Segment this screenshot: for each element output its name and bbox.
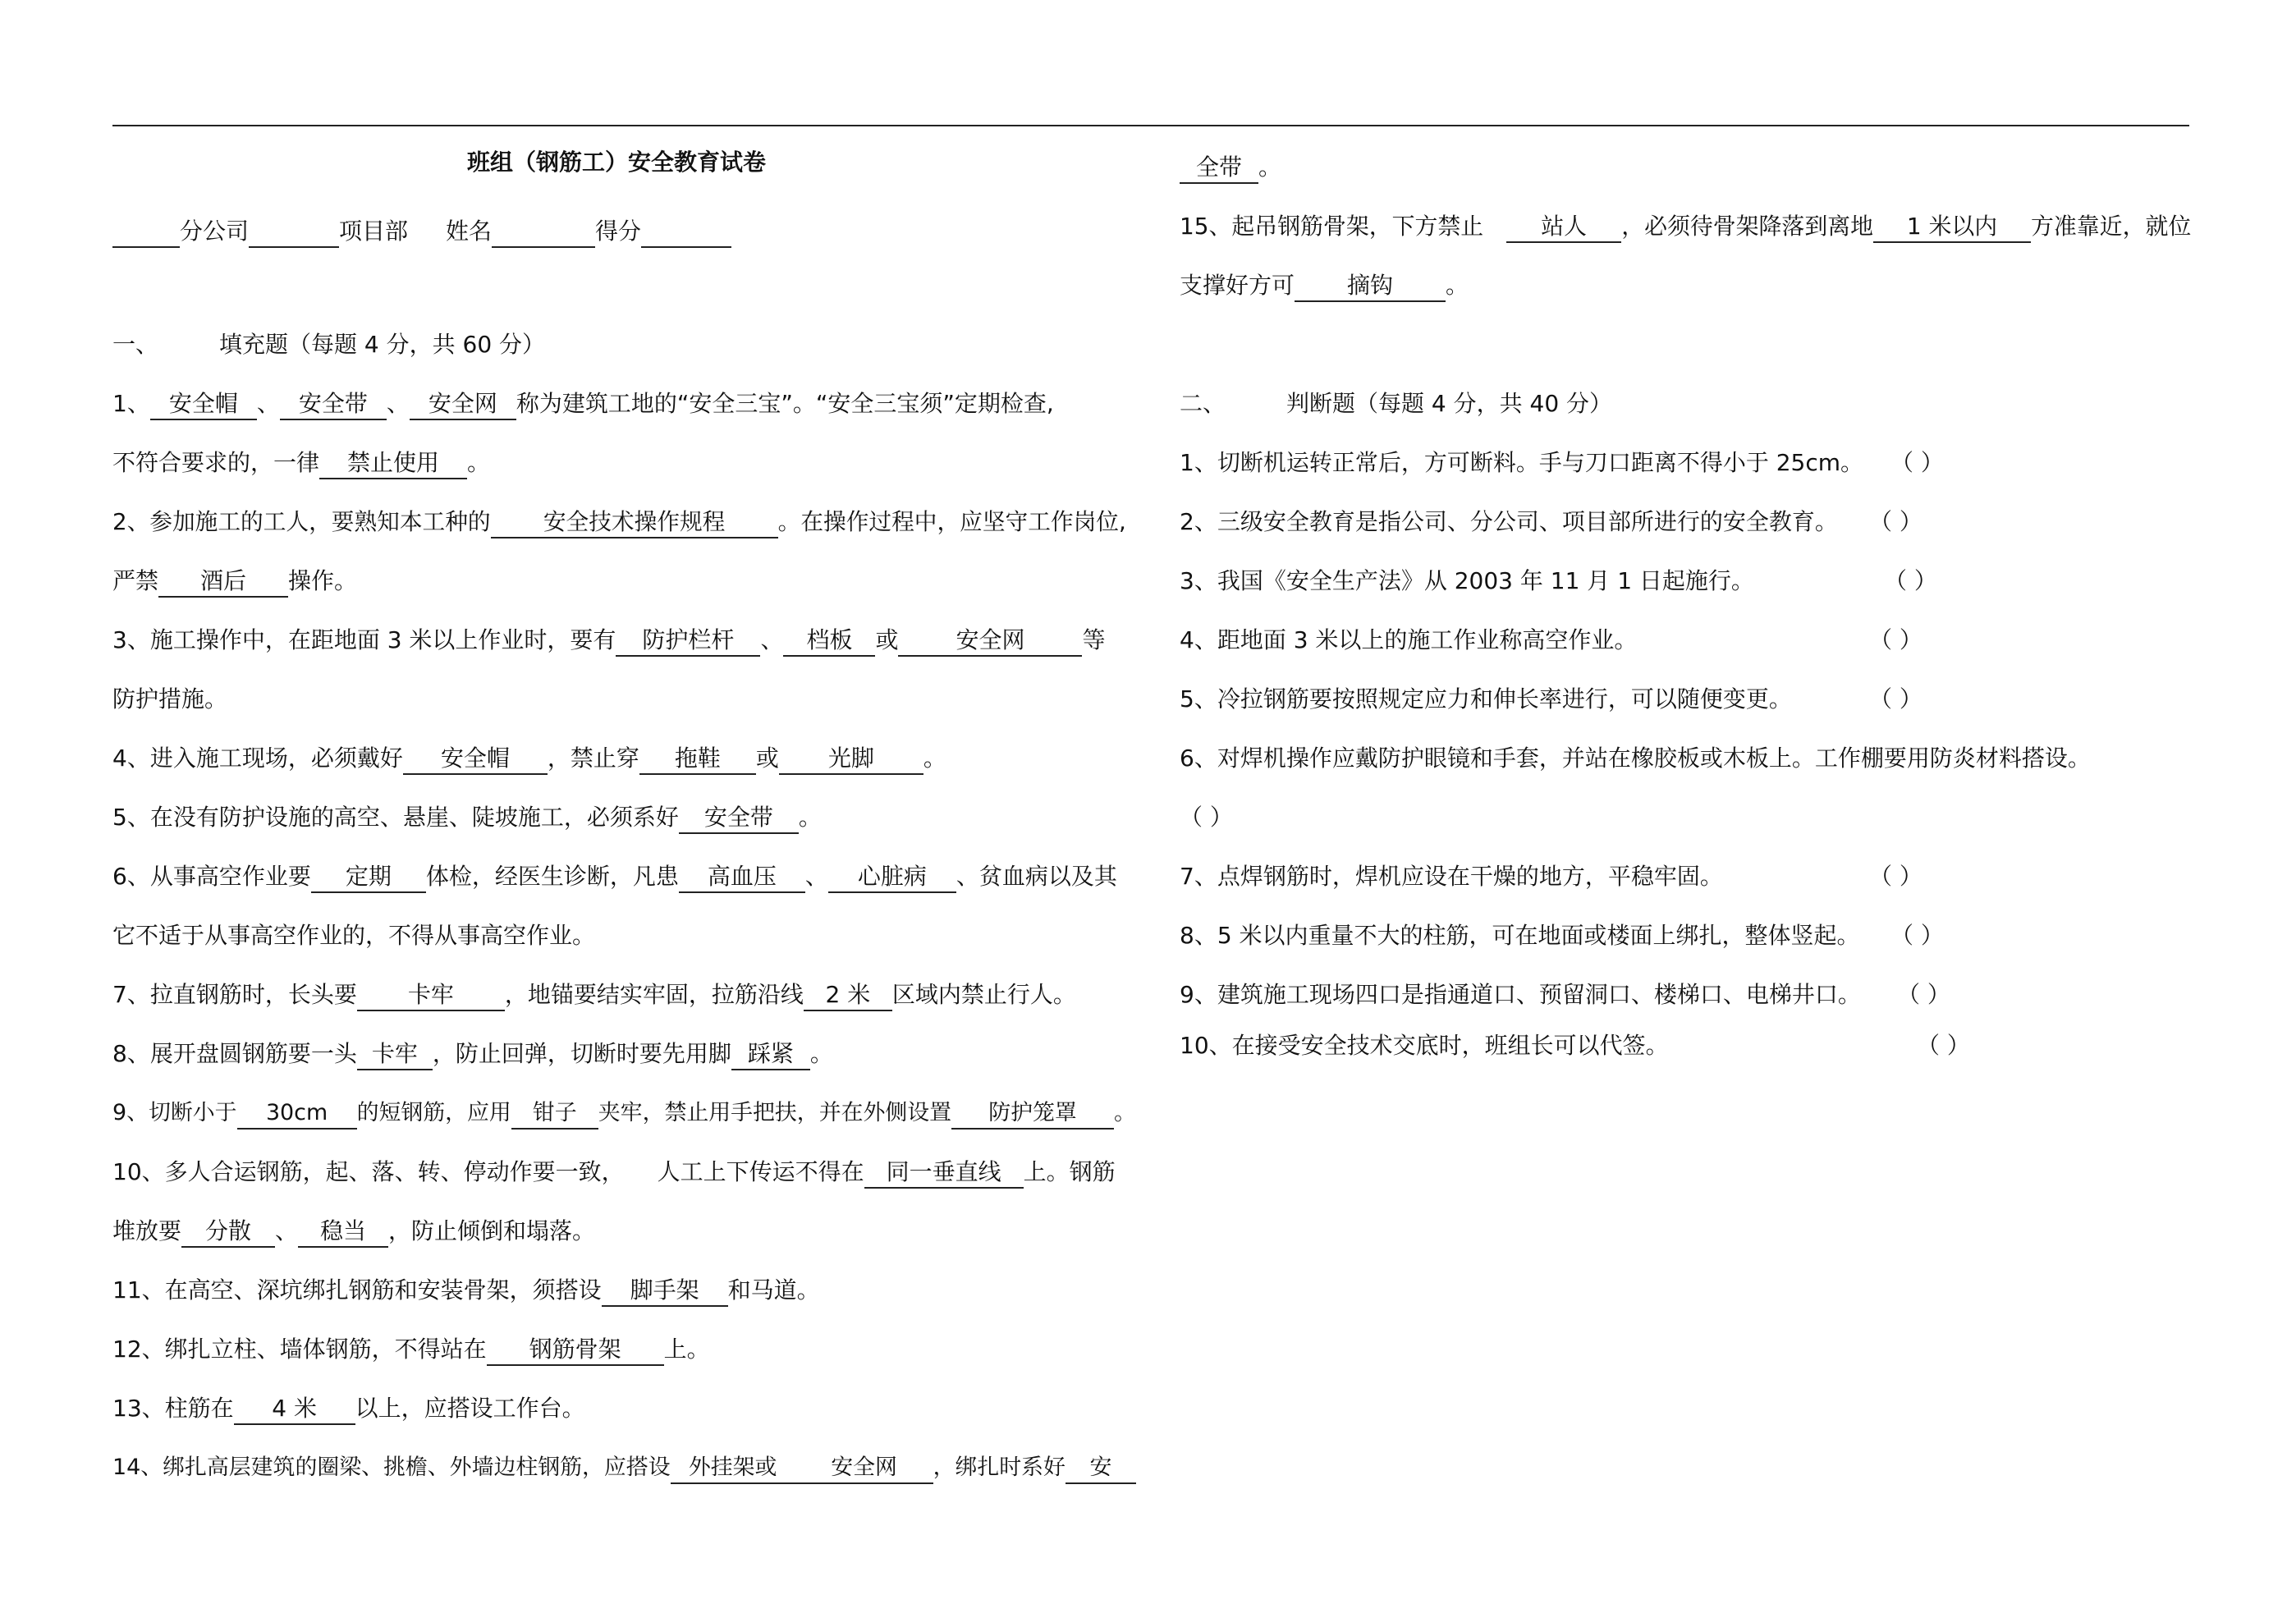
answer: 拖鞋 [639,744,756,775]
answer: 安全带 [679,803,799,834]
q4-line: 4、进入施工现场，必须戴好 安全帽 ，禁止穿 拖鞋 或 光脚 。 [112,742,946,775]
q3-line2: 防护措施。 [112,685,228,713]
answer-bracket[interactable]: （ ） [1884,567,1937,594]
answer: 摘钩 [1295,271,1446,302]
q15-line1: 15、起吊钢筋骨架，下方禁止 站人 ，必须待骨架降落到离地 1 米以内 方准靠近，就位 [1180,210,2191,243]
q1-line2: 不符合要求的，一律 禁止使用 。 [112,447,490,479]
judge-item: 3、我国《安全生产法》从 2003 年 11 月 1 日起施行。 [1180,567,1754,594]
answer: 安 [1066,1453,1136,1484]
q5-line: 5、在没有防护设施的高空、悬崖、陡坡施工，必须系好 安全带 。 [112,801,822,834]
q3-line1: 3、施工操作中，在距地面 3 米以上作业时，要有 防护栏杆 、 档板 或 安全网 等 [112,624,1105,657]
answer: 1 米以内 [1873,212,2031,243]
q9-line: 9、切断小于 30cm 的短钢筋，应用 钳子 夹牢，禁止用手把扶，并在外侧设置 防护笼罩 。 [112,1097,1136,1130]
q6-line1: 6、从事高空作业要 定期 体检，经医生诊断，凡患 高血压 、 心脏病 、贫血病以及其 [112,860,1117,893]
q12-line: 12、绑扎立柱、墙体钢筋，不得站在 钢筋骨架 上。 [112,1333,710,1366]
answer: 防护栏杆 [616,625,760,657]
top-rule [112,125,2189,126]
answer-bracket[interactable]: （ ） [1869,685,1922,713]
judge-item: 2、三级安全教育是指公司、分公司、项目部所进行的安全教育。 [1180,508,1838,535]
answer: 光脚 [779,744,923,775]
judge-item: 7、点焊钢筋时，焊机应设在干燥的地方，平稳牢固。 [1180,863,1723,890]
branch-blank [112,217,180,248]
answer: 高血压 [679,862,805,893]
answer: 防护笼罩 [951,1098,1114,1130]
answer-bracket[interactable]: （ ） [1869,626,1922,653]
score-blank [641,217,731,248]
judge-item: 5、冷拉钢筋要按照规定应力和伸长率进行，可以随便变更。 [1180,685,1792,713]
q8-line: 8、展开盘圆钢筋要一头 卡牢 ，防止回弹，切断时要先用脚 踩紧 。 [112,1038,833,1070]
judge-item: 9、建筑施工现场四口是指通道口、预留洞口、楼梯口、电梯井口。 [1180,981,1861,1008]
answer: 同一垂直线 [864,1157,1024,1189]
q7-line: 7、拉直钢筋时，长头要 卡牢 ，地锚要结实牢固，拉筋沿线 2 米 区域内禁止行人。 [112,978,1076,1011]
answer-bracket[interactable]: （ ） [1890,449,1944,476]
answer: 2 米 [804,980,892,1011]
answer-bracket[interactable]: （ ） [1180,804,1233,831]
answer-bracket[interactable]: （ ） [1869,508,1922,535]
answer-bracket[interactable]: （ ） [1869,863,1922,890]
q15-line2: 支撑好方可 摘钩 。 [1180,269,1469,302]
q2-line2: 严禁 酒后 操作。 [112,565,357,598]
answer-bracket[interactable]: （ ） [1890,922,1944,949]
answer: 30cm [237,1098,357,1130]
header-fields: 分公司 项目部 姓名 得分 [112,215,731,248]
answer: 安全网 [795,1453,933,1484]
answer: 安全网 [410,389,516,420]
answer: 全带 [1180,153,1258,184]
answer: 安全帽 [403,744,548,775]
answer: 禁止使用 [319,448,467,479]
q14-line2: 全带 。 [1180,151,1281,184]
judge-item: 4、距地面 3 米以上的施工作业称高空作业。 [1180,626,1638,653]
answer: 安全网 [898,625,1082,657]
section-two-heading: 二、 判断题（每题 4 分，共 40 分） [1180,390,1613,417]
answer: 站人 [1506,212,1621,243]
answer: 心脏病 [828,862,956,893]
judge-item: 10、在接受安全技术交底时，班组长可以代签。 [1180,1032,1669,1059]
answer: 踩紧 [731,1039,810,1070]
q1-line1: 1、 安全帽 、 安全带 、 安全网 称为建筑工地的“安全三宝”。“安全三宝须”定期检查, [112,387,1054,420]
q14-line1: 14、绑扎高层建筑的圈梁、挑檐、外墙边柱钢筋，应搭设 外挂架或 安全网 ，绑扎时系好 安 [112,1451,1136,1484]
answer-bracket[interactable]: （ ） [1897,981,1950,1008]
answer: 4 米 [234,1394,355,1425]
answer: 外挂架或 [671,1453,795,1484]
answer: 安全带 [280,389,387,420]
q13-line: 13、柱筋在 4 米 以上，应搭设工作台。 [112,1392,585,1425]
q2-line1: 2、参加施工的工人，要熟知本工种的 安全技术操作规程 。在操作过程中，应坚守工作岗位, [112,506,1126,538]
judge-item: 6、对焊机操作应戴防护眼镜和手套，并站在橡胶板或木板上。工作棚要用防炎材料搭设。 [1180,745,2091,772]
page-title: 班组（钢筋工）安全教育试卷 [467,149,767,176]
answer: 脚手架 [602,1276,728,1307]
answer-bracket[interactable]: （ ） [1917,1032,1970,1059]
q10-line2: 堆放要 分散 、 稳当 ，防止倾倒和塌落。 [112,1215,595,1248]
q6-line2: 它不适于从事高空作业的，不得从事高空作业。 [112,922,596,949]
project-blank [249,217,339,248]
answer: 钳子 [511,1098,598,1130]
answer: 分散 [181,1217,275,1248]
answer: 稳当 [298,1217,388,1248]
judge-item: 1、切断机运转正常后，方可断料。手与刀口距离不得小于 25cm。 [1180,449,1864,476]
section-one-heading: 一、 填充题（每题 4 分，共 60 分） [112,331,546,358]
name-blank [492,217,595,248]
answer: 钢筋骨架 [487,1335,664,1366]
answer: 安全帽 [150,389,257,420]
answer: 定期 [311,862,426,893]
answer: 卡牢 [357,1039,433,1070]
q11-line: 11、在高空、深坑绑扎钢筋和安装骨架，须搭设 脚手架 和马道。 [112,1274,820,1307]
judge-item: 8、5 米以内重量不大的柱筋，可在地面或楼面上绑扎，整体竖起。 [1180,922,1860,949]
answer: 卡牢 [357,980,505,1011]
answer: 安全技术操作规程 [491,507,778,538]
q10-line1: 10、多人合运钢筋，起、落、转、停动作要一致， 人工上下传运不得在 同一垂直线 上。钢筋 [112,1156,1116,1189]
answer: 档板 [783,625,875,657]
answer: 酒后 [158,566,288,598]
